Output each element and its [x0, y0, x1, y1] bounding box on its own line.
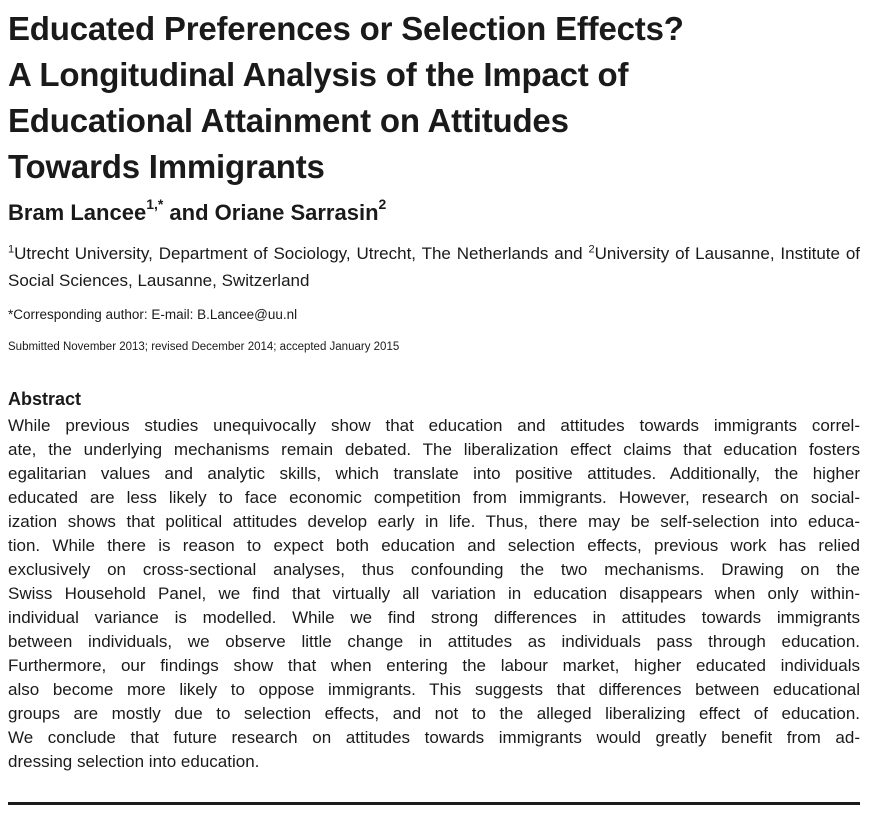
author-affiliation-marker: 2 — [378, 195, 387, 212]
abstract-line: also become more likely to oppose immigrants. This suggests that differences between educational — [8, 680, 860, 699]
affiliation-marker: 1 — [8, 243, 15, 256]
title-line: Towards Immigrants — [8, 148, 325, 185]
affiliation-text: University of Lausanne, Institute of Social Sciences, Lausanne, Switzerland — [8, 244, 861, 290]
abstract-line: We conclude that future research on attitudes towards immigrants would greatly benefit from ad- — [8, 728, 860, 747]
abstract-heading: Abstract — [8, 389, 82, 409]
author-connector: and — [163, 200, 215, 225]
abstract-line: between individuals, we observe little change in attitudes as individuals pass through education. — [8, 632, 860, 651]
abstract-line: exclusively on cross-sectional analyses, thus confounding the two mechanisms. Drawing on the — [8, 560, 860, 579]
affiliations — [8, 240, 860, 294]
abstract-line: dressing selection into education. — [8, 752, 260, 771]
abstract-line: While previous studies unequivocally show that education and attitudes towards immigrants correl- — [8, 416, 860, 435]
author-list — [8, 195, 860, 228]
author-name: Bram Lancee — [8, 200, 147, 225]
section-divider-rule — [8, 802, 860, 805]
abstract-line: individual variance is modelled. While we find strong differences in attitudes towards immigrants — [8, 608, 860, 627]
abstract-line: educated are less likely to face economic competition from immigrants. However, research on social- — [8, 488, 860, 507]
abstract-line: tion. While there is reason to expect both education and selection effects, previous work has relied — [8, 536, 860, 555]
abstract-line: ization shows that political attitudes develop early in life. Thus, there may be self-selection into educa- — [8, 512, 860, 531]
author-affiliation-marker: 1,* — [146, 195, 164, 212]
abstract-line: ate, the underlying mechanisms remain debated. The liberalization effect claims that education fosters — [8, 440, 860, 459]
affiliation-marker: 2 — [588, 243, 595, 256]
submission-dates: Submitted November 2013; revised December 2014; accepted January 2015 — [8, 341, 400, 353]
author-name: Oriane Sarrasin — [214, 200, 379, 225]
affiliation-text: Utrecht University, Department of Sociology, Utrecht, The Netherlands and — [14, 244, 589, 263]
abstract-line: Swiss Household Panel, we find that virtually all variation in education disappears when only within- — [8, 584, 860, 603]
corresponding-author: *Corresponding author: E-mail: B.Lancee@uu.nl — [8, 307, 298, 322]
abstract-line: egalitarian values and analytic skills, which translate into positive attitudes. Additionally, the higher — [8, 464, 860, 483]
title-line: Educated Preferences or Selection Effects? — [8, 10, 684, 47]
title-line: A Longitudinal Analysis of the Impact of — [8, 56, 629, 93]
abstract-line: groups are mostly due to selection effects, and not to the alleged liberalizing effect of education. — [8, 704, 860, 723]
abstract-line: Furthermore, our findings show that when entering the labour market, higher educated individuals — [8, 656, 860, 675]
paper-title — [8, 6, 860, 190]
paper-first-page — [8, 0, 860, 774]
abstract-body — [8, 414, 860, 774]
title-line: Educational Attainment on Attitudes — [8, 102, 569, 139]
